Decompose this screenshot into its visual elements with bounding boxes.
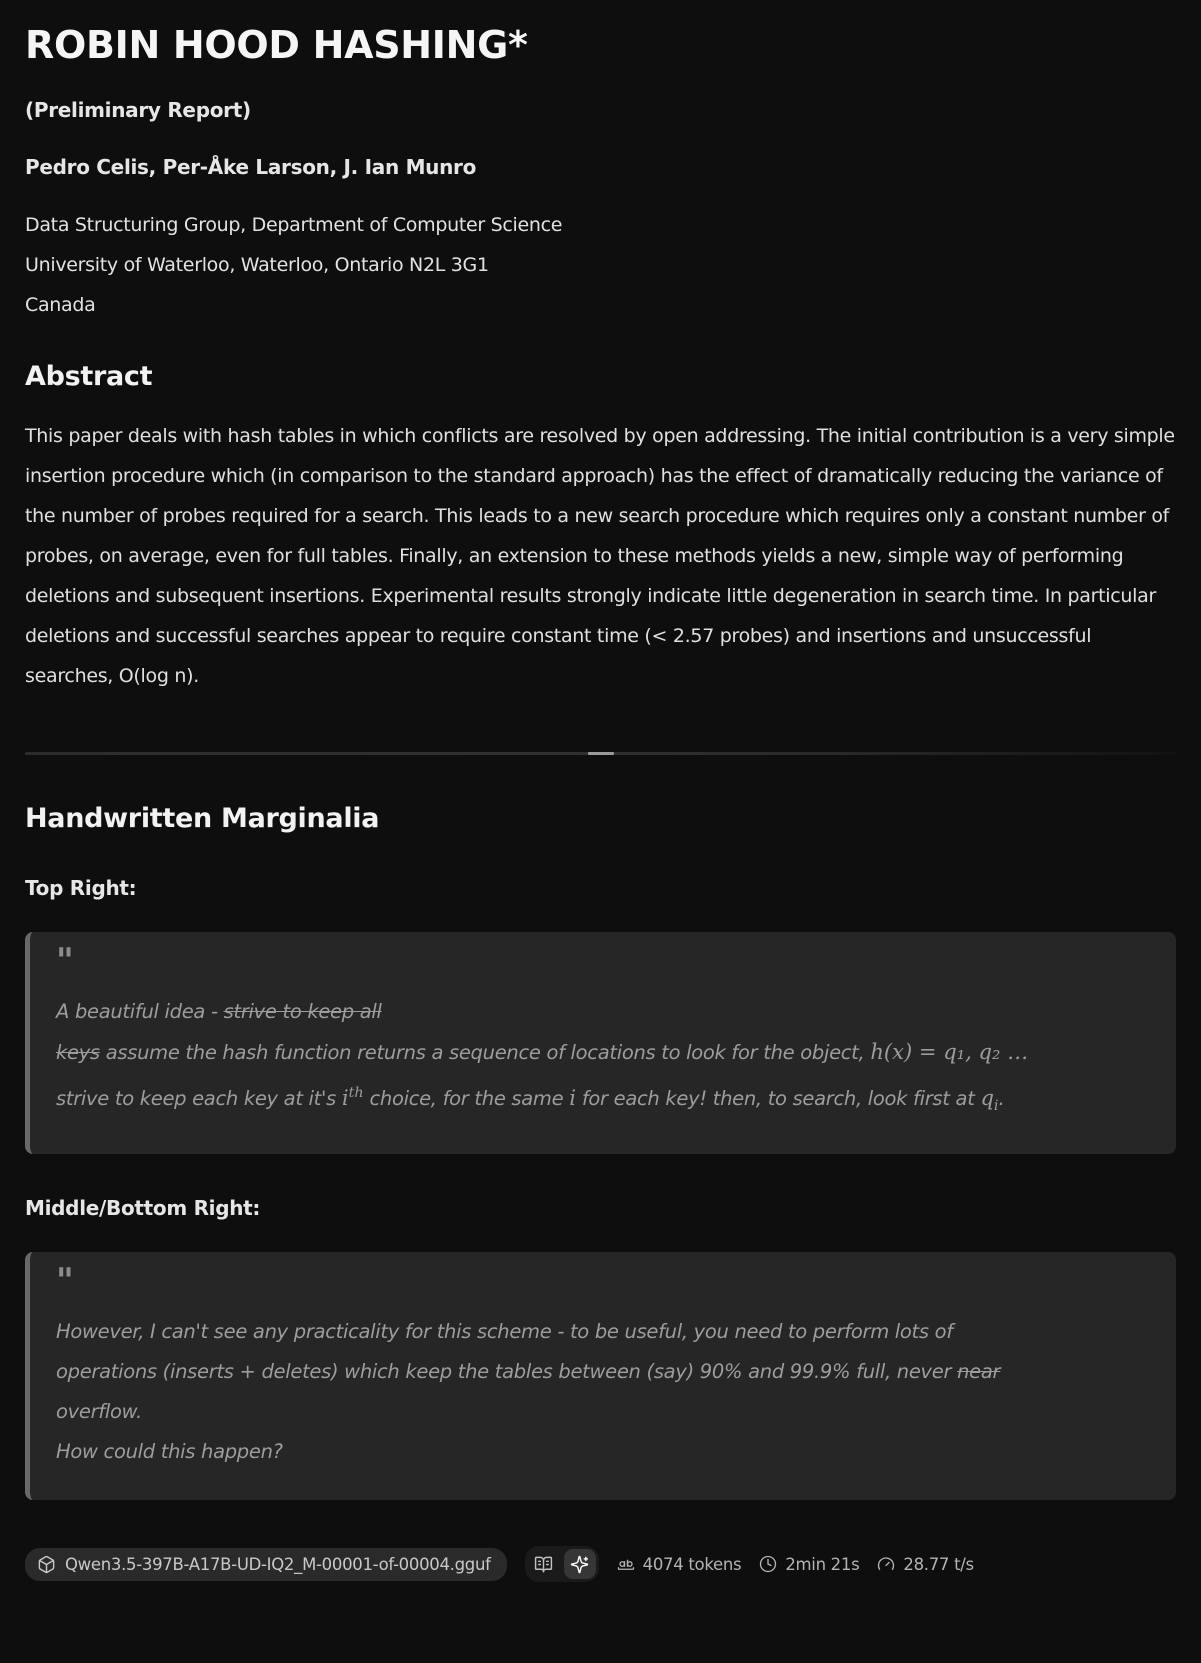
section-divider <box>25 752 1176 755</box>
affiliation-line: University of Waterloo, Waterloo, Ontario N2L 3G1 <box>25 254 489 276</box>
quote-segment: choice, for the same <box>363 1087 570 1111</box>
word-count-icon <box>617 1555 635 1573</box>
quote-text <box>56 992 1146 1126</box>
model-name: Qwen3.5-397B-A17B-UD-IQ2_M-00001-of-00004.gguf <box>65 1554 491 1574</box>
quote-segment-strikethrough: keys <box>56 1041 100 1064</box>
message-tools <box>525 1546 599 1582</box>
quote-mark-icon: " <box>56 941 74 981</box>
token-count <box>617 1555 742 1574</box>
top-right-label: Top Right: <box>25 876 137 900</box>
middle-bottom-right-label: Middle/Bottom Right: <box>25 1196 261 1221</box>
chat-message <box>25 22 1176 1582</box>
quote-text <box>56 1312 1146 1472</box>
quote-segment-strikethrough: near <box>957 1360 1001 1384</box>
model-badge[interactable] <box>25 1548 507 1581</box>
math-subscript: i <box>993 1098 999 1115</box>
sparkles-button[interactable] <box>564 1549 596 1579</box>
generation-speed <box>877 1555 973 1574</box>
math-variable <box>980 1085 999 1115</box>
affiliation-line: Canada <box>25 294 96 316</box>
generation-time <box>759 1555 859 1574</box>
generation-time-value: 2min 21s <box>785 1554 860 1574</box>
math-i: i <box>341 1085 349 1111</box>
marginalia-heading: Handwritten Marginalia <box>25 803 380 834</box>
sparkles-icon <box>570 1555 589 1574</box>
quote-segment: strive to keep each key at it's <box>56 1087 342 1111</box>
book-open-icon <box>534 1555 553 1574</box>
paper-authors: Pedro Celis, Per-Åke Larson, J. Ian Munro <box>25 155 477 179</box>
quote-segment: A beautiful idea - <box>56 1000 224 1023</box>
abstract-text: This paper deals with hash tables in which conflicts are resolved by open addressing. The initial contribution is a very simple insertion procedure which (in comparison to the standard approach) has the effect of dramatically reducing the variance of the number of probes required for a search. This leads to a new search procedure which requires only a constant number of probes, on average, even for full tables. Finally, an extension to these methods yields a new, simple way of performing deletions and subsequent insertions. Experimental results strongly indicate little degeneration in search time. In particular deletions and successful searches appear to require constant time (< 2.57 probes) and insertions and unsuccessful searches, O(log n). <box>25 425 1175 687</box>
quote-segment-strikethrough: strive to keep all <box>223 1000 382 1023</box>
package-icon <box>37 1555 56 1574</box>
quote-segment: overflow. <box>56 1400 142 1424</box>
paper-title: ROBIN HOOD HASHING* <box>25 23 528 67</box>
math-variable: i <box>569 1085 576 1111</box>
quote-mark-icon: " <box>56 1261 74 1302</box>
marginalia-quote-top-right <box>25 932 1176 1154</box>
quote-segment: . <box>998 1087 1005 1111</box>
gauge-icon <box>877 1555 895 1573</box>
quote-segment: for each key! then, to search, look first at <box>575 1087 981 1111</box>
paper-subtitle: (Preliminary Report) <box>25 98 251 122</box>
quote-segment: However, I can't see any practicality for this scheme - to be useful, you need to perform lots of <box>56 1320 953 1344</box>
marginalia-quote-middle-bottom <box>25 1252 1176 1500</box>
math-superscript: th <box>348 1085 364 1101</box>
quote-segment: operations (inserts + deletes) which keep the tables between (say) 90% and 99.9% full, never <box>56 1360 958 1384</box>
math-variable <box>342 1085 364 1110</box>
abstract-heading: Abstract <box>25 361 153 392</box>
reader-mode-button[interactable] <box>528 1549 560 1579</box>
paper-affiliation <box>25 205 1176 325</box>
quote-segment: assume the hash function returns a sequence of locations to look for the object, <box>99 1041 871 1064</box>
math-expression: h(x) = q₁, q₂ … <box>870 1039 1029 1064</box>
clock-icon <box>759 1555 777 1573</box>
token-count-value: 4074 tokens <box>642 1554 742 1574</box>
message-footer <box>25 1546 1176 1582</box>
math-q: q <box>980 1085 994 1111</box>
affiliation-line: Data Structuring Group, Department of Computer Science <box>25 214 563 236</box>
generation-speed-value: 28.77 t/s <box>903 1554 974 1574</box>
quote-segment: How could this happen? <box>56 1440 283 1464</box>
